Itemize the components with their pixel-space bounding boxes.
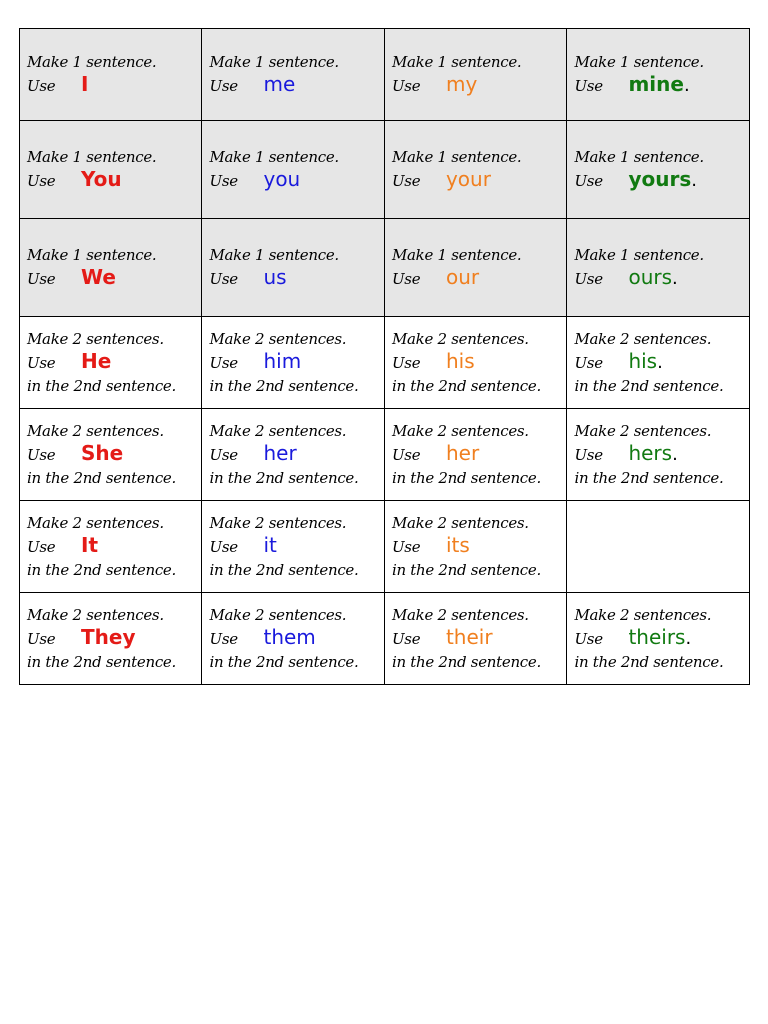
use-label: Use [391, 172, 421, 190]
instruction-text: Make 1 sentence. [574, 148, 704, 166]
empty-cell [567, 501, 750, 593]
pronoun-word: She [81, 441, 124, 465]
use-label: Use [209, 77, 238, 95]
pronoun-word: my [445, 72, 478, 96]
card-cell [384, 501, 566, 593]
card-cell [567, 121, 750, 219]
use-label: Use [27, 77, 56, 95]
second-sentence-text: in the 2nd sentence. [391, 561, 541, 579]
pronoun-word: I [81, 72, 89, 96]
use-label: Use [209, 446, 238, 464]
pronoun-word: hers [628, 441, 673, 465]
instruction-text: Make 2 sentences. [27, 514, 164, 532]
card-cell [202, 593, 384, 685]
pronoun-word: it [263, 533, 277, 557]
pronoun-word: its [445, 533, 470, 557]
use-label: Use [209, 172, 238, 190]
card-cell [20, 219, 202, 317]
table-row [20, 317, 750, 409]
pronoun-word: his [628, 349, 658, 373]
card-cell [567, 409, 750, 501]
pronoun-word: me [263, 72, 296, 96]
card-cell [384, 121, 566, 219]
use-label: Use [27, 446, 56, 464]
pronoun-card-grid [19, 28, 750, 685]
period: . [657, 352, 663, 373]
instruction-text: Make 1 sentence. [27, 246, 157, 264]
table-row [20, 501, 750, 593]
pronoun-word: theirs [628, 625, 686, 649]
second-sentence-text: in the 2nd sentence. [391, 653, 541, 671]
instruction-text: Make 1 sentence. [391, 53, 522, 71]
table-row [20, 409, 750, 501]
pronoun-word: us [263, 265, 287, 289]
card-cell [20, 593, 202, 685]
second-sentence-text: in the 2nd sentence. [391, 469, 541, 487]
card-cell [20, 501, 202, 593]
pronoun-word: yours [628, 167, 692, 191]
card-cell [20, 409, 202, 501]
table-row [20, 593, 750, 685]
period: . [685, 628, 692, 649]
pronoun-word: your [445, 167, 491, 191]
use-label: Use [391, 354, 421, 372]
use-label: Use [27, 538, 56, 556]
card-cell [567, 219, 750, 317]
card-cell [202, 317, 384, 409]
instruction-text: Make 2 sentences. [574, 330, 712, 348]
card-cell [384, 409, 566, 501]
instruction-text: Make 2 sentences. [27, 606, 164, 624]
table-row [20, 219, 750, 317]
use-label: Use [574, 77, 603, 95]
second-sentence-text: in the 2nd sentence. [209, 377, 359, 395]
second-sentence-text: in the 2nd sentence. [209, 653, 359, 671]
instruction-text: Make 1 sentence. [27, 53, 157, 71]
pronoun-word: them [263, 625, 316, 649]
instruction-text: Make 2 sentences. [209, 606, 347, 624]
instruction-text: Make 2 sentences. [209, 514, 347, 532]
use-label: Use [209, 354, 238, 372]
use-label: Use [574, 446, 603, 464]
instruction-text: Make 1 sentence. [209, 246, 339, 264]
instruction-text: Make 1 sentence. [391, 148, 522, 166]
period: . [672, 444, 678, 465]
use-label: Use [391, 538, 421, 556]
card-cell [202, 29, 384, 121]
pronoun-word: our [445, 265, 480, 289]
pronoun-word: her [263, 441, 297, 465]
use-label: Use [574, 354, 603, 372]
instruction-text: Make 1 sentence. [209, 148, 339, 166]
pronoun-word: him [263, 349, 302, 373]
second-sentence-text: in the 2nd sentence. [574, 653, 724, 671]
card-cell [384, 29, 566, 121]
instruction-text: Make 2 sentences. [209, 330, 347, 348]
second-sentence-text: in the 2nd sentence. [27, 377, 176, 395]
instruction-text: Make 2 sentences. [27, 330, 164, 348]
instruction-text: Make 2 sentences. [391, 330, 529, 348]
card-cell [20, 317, 202, 409]
use-label: Use [574, 172, 603, 190]
second-sentence-text: in the 2nd sentence. [209, 561, 359, 579]
instruction-text: Make 1 sentence. [574, 246, 704, 264]
card-cell [384, 317, 566, 409]
second-sentence-text: in the 2nd sentence. [27, 653, 176, 671]
use-label: Use [27, 354, 56, 372]
use-label: Use [209, 630, 238, 648]
second-sentence-text: in the 2nd sentence. [27, 561, 176, 579]
use-label: Use [574, 270, 603, 288]
second-sentence-text: in the 2nd sentence. [391, 377, 541, 395]
card-cell [384, 593, 566, 685]
card-cell [202, 219, 384, 317]
instruction-text: Make 1 sentence. [391, 246, 522, 264]
instruction-text: Make 2 sentences. [209, 422, 347, 440]
card-cell [567, 593, 750, 685]
use-label: Use [27, 270, 56, 288]
card-cell [20, 29, 202, 121]
card-cell [384, 219, 566, 317]
instruction-text: Make 1 sentence. [209, 53, 339, 71]
pronoun-word: their [445, 625, 493, 649]
instruction-text: Make 1 sentence. [574, 53, 704, 71]
table-row [20, 121, 750, 219]
period: . [691, 170, 697, 191]
second-sentence-text: in the 2nd sentence. [209, 469, 359, 487]
use-label: Use [391, 446, 421, 464]
second-sentence-text: in the 2nd sentence. [574, 469, 724, 487]
pronoun-word: her [445, 441, 480, 465]
pronoun-word: You [81, 167, 122, 191]
instruction-text: Make 1 sentence. [27, 148, 157, 166]
pronoun-word: you [263, 167, 301, 191]
use-label: Use [391, 77, 421, 95]
pronoun-word: It [81, 533, 99, 557]
pronoun-word: They [81, 625, 136, 649]
second-sentence-text: in the 2nd sentence. [27, 469, 176, 487]
use-label: Use [27, 172, 56, 190]
use-label: Use [391, 630, 421, 648]
pronoun-word: He [81, 349, 112, 373]
card-cell [567, 29, 750, 121]
pronoun-word: mine [628, 72, 684, 96]
instruction-text: Make 2 sentences. [574, 606, 712, 624]
pronoun-word: his [445, 349, 475, 373]
table-row [20, 29, 750, 121]
card-cell [202, 121, 384, 219]
pronoun-word: ours [628, 265, 673, 289]
instruction-text: Make 2 sentences. [27, 422, 164, 440]
card-cell [20, 121, 202, 219]
card-cell [567, 317, 750, 409]
use-label: Use [391, 270, 421, 288]
period: . [672, 268, 678, 289]
instruction-text: Make 2 sentences. [391, 606, 529, 624]
period: . [683, 75, 690, 96]
second-sentence-text: in the 2nd sentence. [574, 377, 724, 395]
use-label: Use [27, 630, 56, 648]
instruction-text: Make 2 sentences. [391, 514, 529, 532]
instruction-text: Make 2 sentences. [574, 422, 712, 440]
instruction-text: Make 2 sentences. [391, 422, 529, 440]
use-label: Use [209, 538, 238, 556]
card-cell [202, 501, 384, 593]
card-cell [202, 409, 384, 501]
use-label: Use [574, 630, 603, 648]
pronoun-word: We [81, 265, 116, 289]
use-label: Use [209, 270, 238, 288]
